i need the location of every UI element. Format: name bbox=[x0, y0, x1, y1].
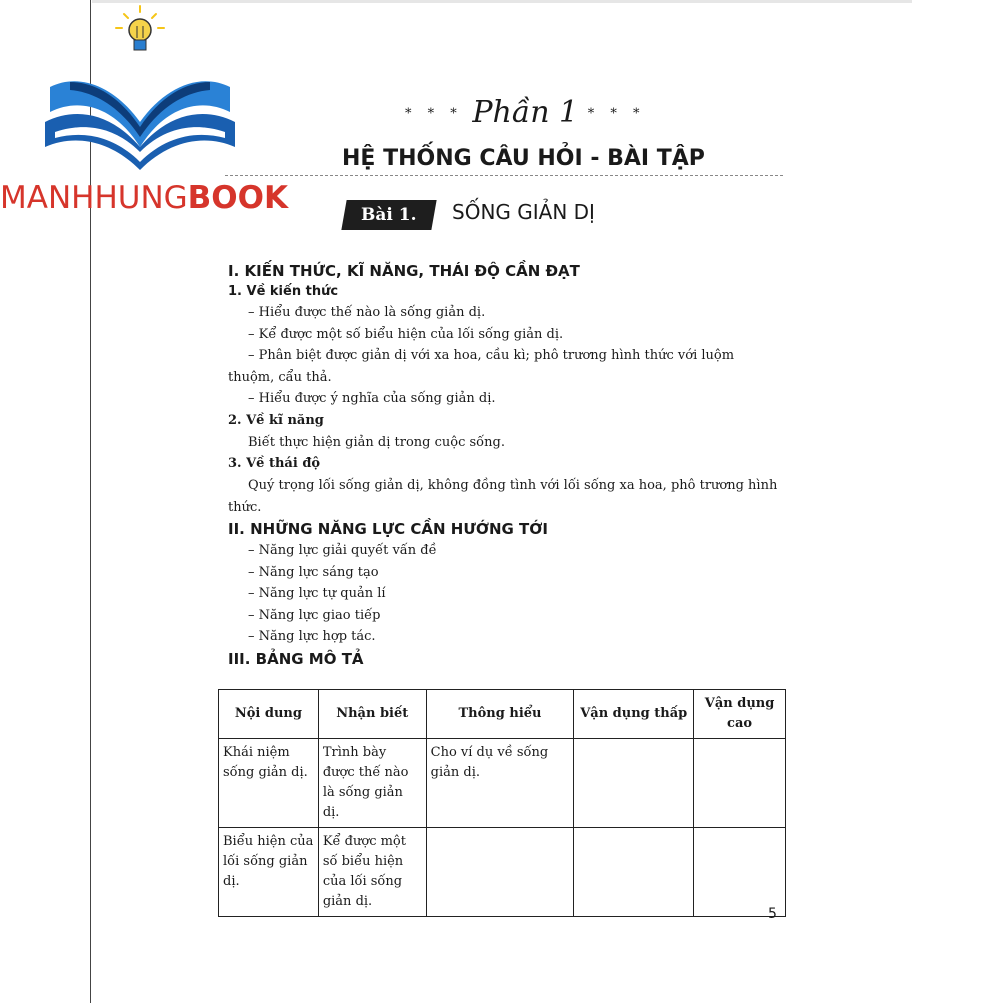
section1-sub2: 2. Về kĩ năng bbox=[228, 412, 324, 428]
brand-part1: MANHHUNG bbox=[0, 180, 188, 216]
table-cell: Cho ví dụ về sống giản dị. bbox=[426, 739, 574, 828]
section3-title: III. BẢNG MÔ TẢ bbox=[228, 649, 364, 668]
part-heading bbox=[405, 95, 646, 130]
stars-left: * * * bbox=[405, 106, 463, 122]
list-item: – Năng lực giao tiếp bbox=[248, 607, 381, 623]
table-header-cell: Vận dụng thấp bbox=[574, 690, 694, 739]
table-cell: Biểu hiện của lối sống giản dị. bbox=[219, 828, 319, 917]
lesson-tag-label: Bài 1. bbox=[361, 205, 417, 225]
section2-title: II. NHỮNG NĂNG LỰC CẦN HƯỚNG TỚI bbox=[228, 520, 548, 538]
brand-wordmark bbox=[0, 180, 288, 216]
lesson-tag bbox=[341, 200, 436, 230]
table-header-cell: Vận dụng cao bbox=[694, 690, 786, 739]
table-cell bbox=[694, 739, 786, 828]
section1-title: I. KIẾN THỨC, KĨ NĂNG, THÁI ĐỘ CẦN ĐẠT bbox=[228, 262, 580, 280]
table-header-cell: Nhận biết bbox=[318, 690, 426, 739]
section1-sub2-text: Biết thực hiện giản dị trong cuộc sống. bbox=[248, 434, 505, 450]
table-cell bbox=[574, 739, 694, 828]
table-header-row bbox=[219, 690, 786, 739]
top-border bbox=[92, 0, 912, 3]
table-cell: Khái niệm sống giản dị. bbox=[219, 739, 319, 828]
page-title: HỆ THỐNG CÂU HỎI - BÀI TẬP bbox=[342, 146, 705, 171]
table-row bbox=[219, 739, 786, 828]
title-divider bbox=[225, 175, 783, 176]
section1-sub1: 1. Về kiến thức bbox=[228, 284, 339, 299]
content-body bbox=[228, 260, 783, 670]
list-item: – Kể được một số biểu hiện của lối sống giản dị. bbox=[248, 326, 564, 342]
list-item: – Năng lực giải quyết vấn đề bbox=[248, 543, 437, 558]
table-cell bbox=[694, 828, 786, 917]
list-item: – Hiểu được ý nghĩa của sống giản dị. bbox=[248, 391, 496, 406]
table-row bbox=[219, 828, 786, 917]
description-table bbox=[218, 689, 786, 917]
stars-right: * * * bbox=[587, 106, 646, 122]
brand-part2: BOOK bbox=[187, 180, 289, 216]
section1-sub3: 3. Về thái độ bbox=[228, 456, 321, 471]
page-number: 5 bbox=[768, 906, 777, 922]
list-item: – Năng lực sáng tạo bbox=[248, 564, 379, 580]
table-cell bbox=[426, 828, 574, 917]
table-cell: Kể được một số biểu hiện của lối sống giản dị. bbox=[318, 828, 426, 917]
table-header-cell: Thông hiểu bbox=[426, 690, 574, 739]
lesson-title: SỐNG GIẢN DỊ bbox=[452, 200, 595, 224]
table-cell: Trình bày được thế nào là sống giản dị. bbox=[318, 739, 426, 828]
part-label: Phần 1 bbox=[472, 95, 579, 130]
list-item: – Năng lực tự quản lí bbox=[248, 586, 386, 601]
table-cell bbox=[574, 828, 694, 917]
list-item: – Năng lực hợp tác. bbox=[248, 629, 376, 644]
table-header-cell: Nội dung bbox=[219, 690, 319, 739]
list-item: – Phân biệt được giản dị với xa hoa, cầu kì; phô trương hình thức với luộm thuộm, cẩu thả. bbox=[228, 348, 735, 385]
list-item: – Hiểu được thế nào là sống giản dị. bbox=[248, 305, 486, 320]
book-logo-icon bbox=[40, 52, 240, 172]
section1-sub3-text: Quý trọng lối sống giản dị, không đồng tình với lối sống xa hoa, phô trương hình thức. bbox=[228, 478, 778, 515]
